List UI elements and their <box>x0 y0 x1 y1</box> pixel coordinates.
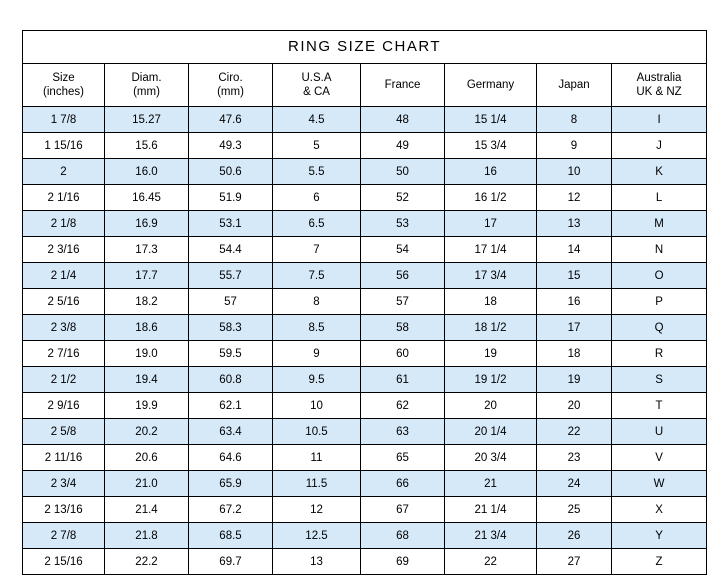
table-cell: 2 <box>23 159 105 185</box>
table-cell: 2 11/16 <box>23 445 105 471</box>
table-cell: T <box>612 393 707 419</box>
table-cell: 19.4 <box>105 367 189 393</box>
ring-size-chart-table <box>22 30 707 575</box>
table-cell: 20 3/4 <box>445 445 537 471</box>
table-cell: 58 <box>361 315 445 341</box>
table-cell: 26 <box>537 523 612 549</box>
table-cell: 10 <box>537 159 612 185</box>
table-cell: 68.5 <box>189 523 273 549</box>
table-cell: 16 <box>537 289 612 315</box>
table-cell: 54 <box>361 237 445 263</box>
table-cell: 4.5 <box>273 107 361 133</box>
table-cell: 2 5/8 <box>23 419 105 445</box>
table-cell: 65.9 <box>189 471 273 497</box>
table-cell: 10 <box>273 393 361 419</box>
column-header-row <box>23 64 707 107</box>
table-cell: 17 3/4 <box>445 263 537 289</box>
table-cell: 18 <box>537 341 612 367</box>
table-cell: 69.7 <box>189 549 273 575</box>
table-cell: 17.7 <box>105 263 189 289</box>
table-cell: 15 <box>537 263 612 289</box>
table-cell: 12 <box>537 185 612 211</box>
table-row <box>23 289 707 315</box>
table-cell: 5 <box>273 133 361 159</box>
table-row <box>23 133 707 159</box>
table-cell: 67 <box>361 497 445 523</box>
column-header-japan-line1: Japan <box>558 78 590 91</box>
table-cell: 2 5/16 <box>23 289 105 315</box>
table-cell: 21 1/4 <box>445 497 537 523</box>
column-header-france <box>361 64 445 107</box>
table-cell: 13 <box>273 549 361 575</box>
table-cell: 18.2 <box>105 289 189 315</box>
table-row <box>23 393 707 419</box>
table-cell: 16 <box>445 159 537 185</box>
table-cell: N <box>612 237 707 263</box>
column-header-australia-uk-nz <box>612 64 707 107</box>
table-cell: 9 <box>537 133 612 159</box>
table-cell: P <box>612 289 707 315</box>
table-row <box>23 159 707 185</box>
table-cell: 11 <box>273 445 361 471</box>
table-cell: 19.9 <box>105 393 189 419</box>
table-cell: 24 <box>537 471 612 497</box>
table-cell: 69 <box>361 549 445 575</box>
table-cell: 22.2 <box>105 549 189 575</box>
table-row <box>23 315 707 341</box>
table-row <box>23 237 707 263</box>
column-header-size-line2: (inches) <box>43 86 84 98</box>
table-cell: 6 <box>273 185 361 211</box>
column-header-size <box>23 64 105 107</box>
table-cell: 6.5 <box>273 211 361 237</box>
table-cell: 57 <box>189 289 273 315</box>
table-cell: O <box>612 263 707 289</box>
table-cell: 18 1/2 <box>445 315 537 341</box>
table-cell: 21.8 <box>105 523 189 549</box>
chart-title: RING SIZE CHART <box>23 31 707 64</box>
table-cell: 2 1/2 <box>23 367 105 393</box>
table-cell: 62 <box>361 393 445 419</box>
table-cell: 9 <box>273 341 361 367</box>
table-cell: S <box>612 367 707 393</box>
table-row <box>23 211 707 237</box>
column-header-circumference-line2: (mm) <box>217 86 244 98</box>
table-cell: 8 <box>537 107 612 133</box>
table-row <box>23 549 707 575</box>
table-cell: 17 1/4 <box>445 237 537 263</box>
column-header-usa-ca-line2: & CA <box>303 86 330 98</box>
table-cell: 7.5 <box>273 263 361 289</box>
column-header-circumference-line1: Ciro. <box>218 71 243 84</box>
table-cell: M <box>612 211 707 237</box>
table-cell: 5.5 <box>273 159 361 185</box>
table-cell: 14 <box>537 237 612 263</box>
table-cell: 62.1 <box>189 393 273 419</box>
table-cell: 15.27 <box>105 107 189 133</box>
table-cell: 51.9 <box>189 185 273 211</box>
table-cell: I <box>612 107 707 133</box>
table-cell: V <box>612 445 707 471</box>
table-cell: 17 <box>537 315 612 341</box>
table-cell: 19 1/2 <box>445 367 537 393</box>
table-cell: 50 <box>361 159 445 185</box>
table-header <box>23 31 707 107</box>
column-header-usa-ca-line1: U.S.A <box>301 71 332 84</box>
table-cell: 17 <box>445 211 537 237</box>
table-cell: 53 <box>361 211 445 237</box>
table-cell: 1 15/16 <box>23 133 105 159</box>
table-cell: 25 <box>537 497 612 523</box>
table-cell: 19 <box>445 341 537 367</box>
table-cell: W <box>612 471 707 497</box>
table-cell: 49.3 <box>189 133 273 159</box>
table-cell: 2 1/16 <box>23 185 105 211</box>
table-row <box>23 419 707 445</box>
table-cell: 22 <box>445 549 537 575</box>
table-cell: 65 <box>361 445 445 471</box>
table-cell: 18 <box>445 289 537 315</box>
table-cell: 20 <box>537 393 612 419</box>
column-header-japan <box>537 64 612 107</box>
table-cell: 16 1/2 <box>445 185 537 211</box>
table-cell: 64.6 <box>189 445 273 471</box>
table-cell: 15 3/4 <box>445 133 537 159</box>
table-cell: 20.2 <box>105 419 189 445</box>
table-row <box>23 497 707 523</box>
table-row <box>23 471 707 497</box>
table-cell: 47.6 <box>189 107 273 133</box>
title-row <box>23 31 707 64</box>
table-cell: 2 3/8 <box>23 315 105 341</box>
table-cell: 20 1/4 <box>445 419 537 445</box>
table-cell: 61 <box>361 367 445 393</box>
table-cell: 2 7/16 <box>23 341 105 367</box>
table-cell: 56 <box>361 263 445 289</box>
table-cell: 54.4 <box>189 237 273 263</box>
table-cell: 8.5 <box>273 315 361 341</box>
table-cell: 2 9/16 <box>23 393 105 419</box>
table-cell: J <box>612 133 707 159</box>
column-header-size-line1: Size <box>52 71 75 84</box>
table-cell: 2 3/16 <box>23 237 105 263</box>
table-cell: 20 <box>445 393 537 419</box>
table-row <box>23 445 707 471</box>
column-header-france-line1: France <box>384 78 421 91</box>
table-cell: 11.5 <box>273 471 361 497</box>
table-cell: 13 <box>537 211 612 237</box>
column-header-diameter-line1: Diam. <box>131 71 162 84</box>
table-cell: 58.3 <box>189 315 273 341</box>
table-cell: 17.3 <box>105 237 189 263</box>
table-cell: 21.4 <box>105 497 189 523</box>
table-cell: R <box>612 341 707 367</box>
table-cell: 49 <box>361 133 445 159</box>
table-cell: 22 <box>537 419 612 445</box>
table-cell: 53.1 <box>189 211 273 237</box>
table-cell: 27 <box>537 549 612 575</box>
column-header-circumference <box>189 64 273 107</box>
table-cell: 2 7/8 <box>23 523 105 549</box>
table-cell: 21 <box>445 471 537 497</box>
table-cell: 68 <box>361 523 445 549</box>
table-cell: 21.0 <box>105 471 189 497</box>
table-cell: 10.5 <box>273 419 361 445</box>
column-header-diameter <box>105 64 189 107</box>
table-cell: 12 <box>273 497 361 523</box>
table-cell: 15 1/4 <box>445 107 537 133</box>
table-cell: 57 <box>361 289 445 315</box>
table-cell: 2 1/4 <box>23 263 105 289</box>
column-header-usa-ca <box>273 64 361 107</box>
table-cell: Z <box>612 549 707 575</box>
table-cell: 50.6 <box>189 159 273 185</box>
table-cell: 52 <box>361 185 445 211</box>
column-header-diameter-line2: (mm) <box>133 86 160 98</box>
table-body <box>23 107 707 575</box>
table-cell: 48 <box>361 107 445 133</box>
table-cell: 2 15/16 <box>23 549 105 575</box>
table-cell: 9.5 <box>273 367 361 393</box>
table-cell: 67.2 <box>189 497 273 523</box>
column-header-germany <box>445 64 537 107</box>
table-cell: X <box>612 497 707 523</box>
table-cell: 60 <box>361 341 445 367</box>
table-row <box>23 341 707 367</box>
column-header-australia-uk-nz-line2: UK & NZ <box>636 86 682 98</box>
table-cell: Y <box>612 523 707 549</box>
table-cell: 23 <box>537 445 612 471</box>
table-cell: 8 <box>273 289 361 315</box>
table-cell: 2 13/16 <box>23 497 105 523</box>
table-cell: 16.0 <box>105 159 189 185</box>
table-row <box>23 107 707 133</box>
table-cell: 18.6 <box>105 315 189 341</box>
table-cell: K <box>612 159 707 185</box>
table-cell: 15.6 <box>105 133 189 159</box>
table-row <box>23 523 707 549</box>
table-row <box>23 367 707 393</box>
column-header-germany-line1: Germany <box>466 78 515 91</box>
table-cell: 21 3/4 <box>445 523 537 549</box>
table-cell: U <box>612 419 707 445</box>
table-cell: 66 <box>361 471 445 497</box>
table-cell: 2 3/4 <box>23 471 105 497</box>
table-cell: 63.4 <box>189 419 273 445</box>
table-cell: 19 <box>537 367 612 393</box>
table-cell: Q <box>612 315 707 341</box>
table-cell: 1 7/8 <box>23 107 105 133</box>
table-cell: 16.45 <box>105 185 189 211</box>
table-cell: 19.0 <box>105 341 189 367</box>
table-cell: 20.6 <box>105 445 189 471</box>
table-row <box>23 263 707 289</box>
table-cell: 12.5 <box>273 523 361 549</box>
table-cell: 16.9 <box>105 211 189 237</box>
table-cell: L <box>612 185 707 211</box>
table-cell: 63 <box>361 419 445 445</box>
table-cell: 7 <box>273 237 361 263</box>
table-cell: 60.8 <box>189 367 273 393</box>
table-cell: 55.7 <box>189 263 273 289</box>
table-cell: 2 1/8 <box>23 211 105 237</box>
column-header-australia-uk-nz-line1: Australia <box>636 71 682 84</box>
table-row <box>23 185 707 211</box>
table-cell: 59.5 <box>189 341 273 367</box>
